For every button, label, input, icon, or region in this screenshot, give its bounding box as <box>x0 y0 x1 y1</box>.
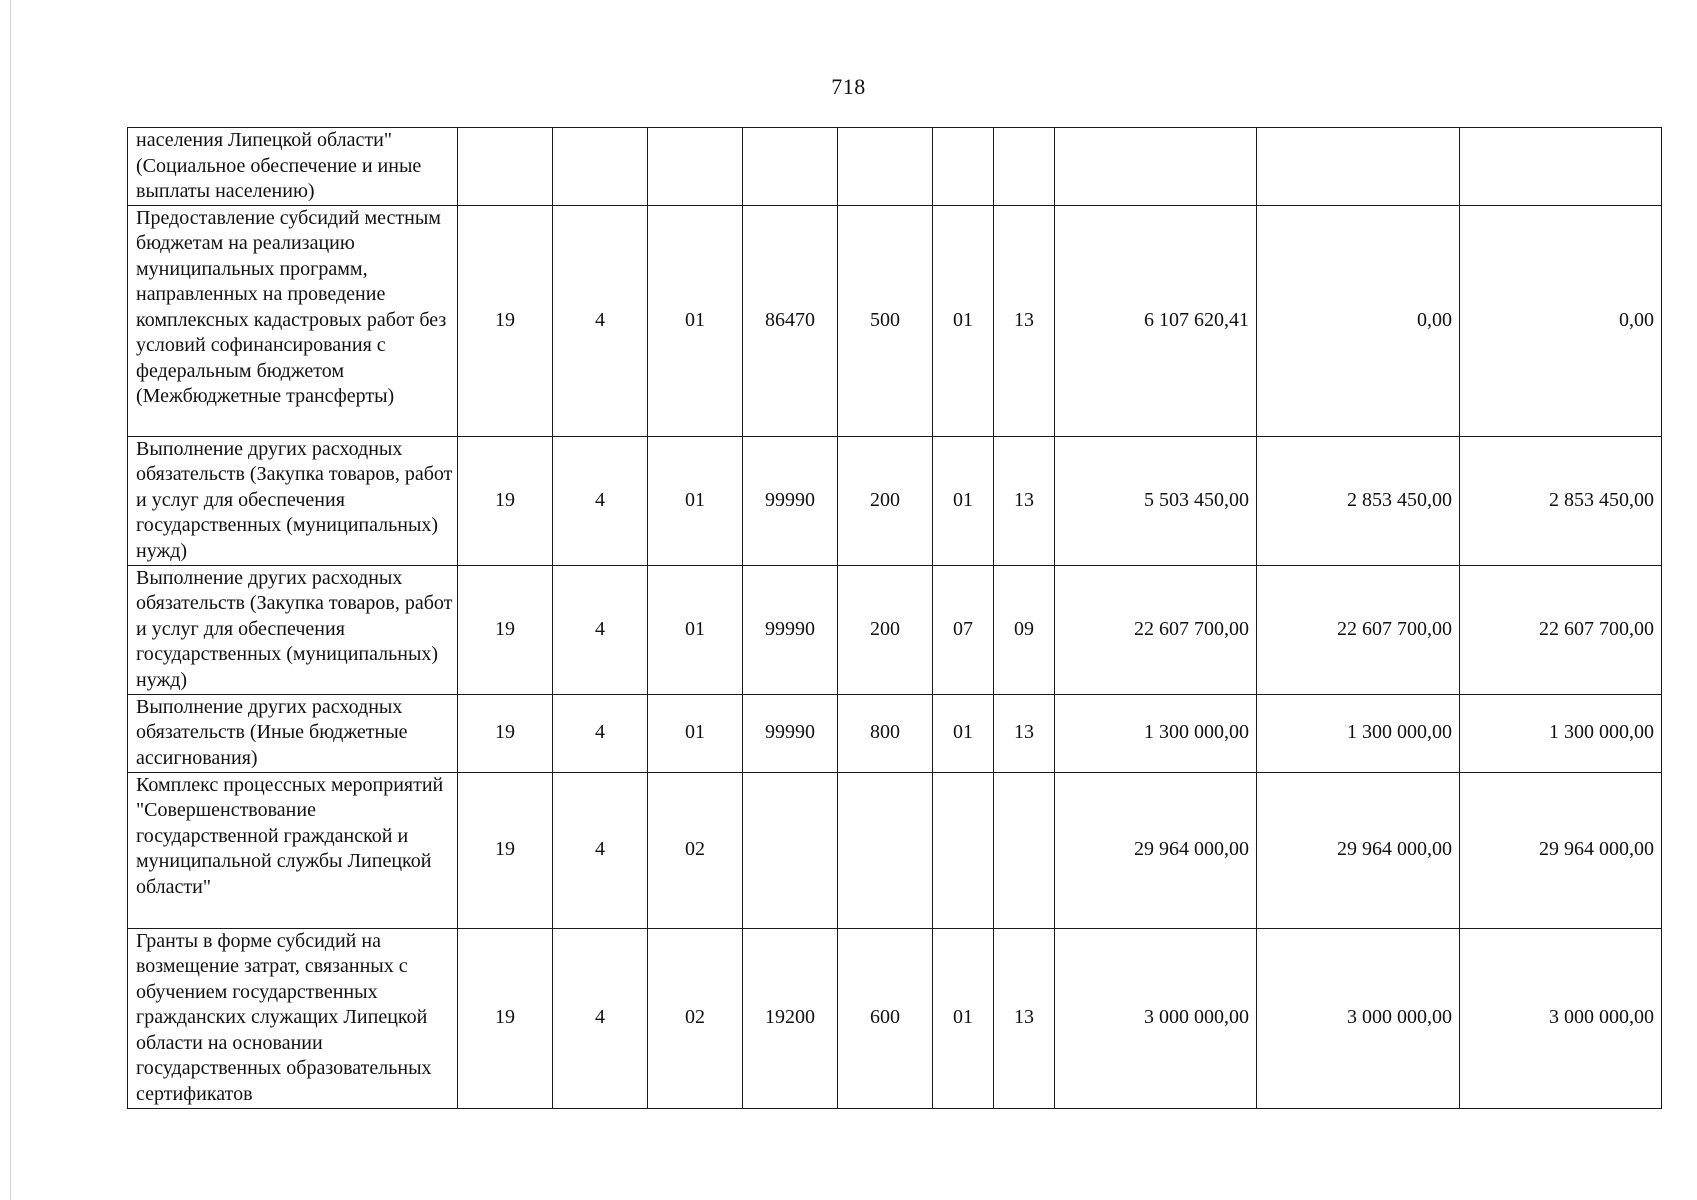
row-description: Выполнение других расходных обязательств (Иные бюджетные ассигнования) <box>128 694 458 772</box>
code-cell: 4 <box>553 694 648 772</box>
code-cell <box>458 128 553 206</box>
code-cell <box>933 772 994 928</box>
amount-cell <box>1460 128 1662 206</box>
code-cell <box>994 128 1055 206</box>
code-cell <box>838 128 933 206</box>
scan-edge-line <box>10 0 11 1200</box>
table-row <box>128 436 1662 565</box>
amount-cell: 29 964 000,00 <box>1257 772 1460 928</box>
code-cell: 200 <box>838 436 933 565</box>
code-cell: 01 <box>933 205 994 436</box>
row-description: Выполнение других расходных обязательств (Закупка товаров, работ и услуг для обеспечения государственных (муниципальных) нужд) <box>128 436 458 565</box>
amount-cell: 22 607 700,00 <box>1257 565 1460 694</box>
code-cell: 19 <box>458 694 553 772</box>
budget-table <box>127 127 1662 1109</box>
code-cell: 13 <box>994 694 1055 772</box>
amount-cell: 22 607 700,00 <box>1055 565 1257 694</box>
code-cell: 01 <box>648 694 743 772</box>
code-cell: 02 <box>648 772 743 928</box>
row-description: Комплекс процессных мероприятий "Совершенствование государственной гражданской и муниципальной службы Липецкой области" <box>128 772 458 928</box>
code-cell: 09 <box>994 565 1055 694</box>
code-cell: 99990 <box>743 694 838 772</box>
code-cell <box>553 128 648 206</box>
code-cell <box>994 772 1055 928</box>
amount-cell: 1 300 000,00 <box>1055 694 1257 772</box>
row-description: Предоставление субсидий местным бюджетам на реализацию муниципальных программ, направленных на проведение комплексных кадастровых работ без условий софинансирования с федеральным бюджетом (Межбюджетные трансферты) <box>128 205 458 436</box>
table-row <box>128 772 1662 928</box>
code-cell: 500 <box>838 205 933 436</box>
table-row <box>128 205 1662 436</box>
code-cell <box>743 772 838 928</box>
code-cell: 800 <box>838 694 933 772</box>
amount-cell: 6 107 620,41 <box>1055 205 1257 436</box>
code-cell: 4 <box>553 436 648 565</box>
amount-cell: 22 607 700,00 <box>1460 565 1662 694</box>
code-cell: 01 <box>648 436 743 565</box>
code-cell: 4 <box>553 772 648 928</box>
table-row <box>128 694 1662 772</box>
amount-cell <box>1055 128 1257 206</box>
amount-cell: 3 000 000,00 <box>1055 928 1257 1108</box>
code-cell <box>838 772 933 928</box>
code-cell <box>648 128 743 206</box>
code-cell <box>743 128 838 206</box>
amount-cell: 2 853 450,00 <box>1257 436 1460 565</box>
amount-cell <box>1257 128 1460 206</box>
code-cell: 13 <box>994 436 1055 565</box>
code-cell: 13 <box>994 205 1055 436</box>
code-cell: 01 <box>933 928 994 1108</box>
amount-cell: 1 300 000,00 <box>1257 694 1460 772</box>
code-cell: 01 <box>648 205 743 436</box>
code-cell <box>933 128 994 206</box>
amount-cell: 29 964 000,00 <box>1460 772 1662 928</box>
code-cell: 99990 <box>743 565 838 694</box>
code-cell: 19 <box>458 565 553 694</box>
code-cell: 01 <box>933 694 994 772</box>
page-number: 718 <box>831 74 866 99</box>
row-description: Гранты в форме субсидий на возмещение затрат, связанных с обучением государственных гражданских служащих Липецкой области на основании государственных образовательных сертификатов <box>128 928 458 1108</box>
code-cell: 07 <box>933 565 994 694</box>
code-cell: 4 <box>553 565 648 694</box>
code-cell: 99990 <box>743 436 838 565</box>
amount-cell: 5 503 450,00 <box>1055 436 1257 565</box>
code-cell: 01 <box>933 436 994 565</box>
table-row <box>128 928 1662 1108</box>
code-cell: 19 <box>458 772 553 928</box>
amount-cell: 0,00 <box>1460 205 1662 436</box>
amount-cell: 29 964 000,00 <box>1055 772 1257 928</box>
code-cell: 86470 <box>743 205 838 436</box>
code-cell: 200 <box>838 565 933 694</box>
code-cell: 02 <box>648 928 743 1108</box>
amount-cell: 0,00 <box>1257 205 1460 436</box>
amount-cell: 3 000 000,00 <box>1460 928 1662 1108</box>
table-row <box>128 565 1662 694</box>
code-cell: 600 <box>838 928 933 1108</box>
code-cell: 01 <box>648 565 743 694</box>
row-description: населения Липецкой области" (Социальное обеспечение и иные выплаты населению) <box>128 128 458 206</box>
code-cell: 19 <box>458 436 553 565</box>
amount-cell: 1 300 000,00 <box>1460 694 1662 772</box>
amount-cell: 2 853 450,00 <box>1460 436 1662 565</box>
row-description: Выполнение других расходных обязательств (Закупка товаров, работ и услуг для обеспечения государственных (муниципальных) нужд) <box>128 565 458 694</box>
code-cell: 13 <box>994 928 1055 1108</box>
table-row <box>128 128 1662 206</box>
code-cell: 19200 <box>743 928 838 1108</box>
code-cell: 4 <box>553 205 648 436</box>
amount-cell: 3 000 000,00 <box>1257 928 1460 1108</box>
code-cell: 19 <box>458 205 553 436</box>
code-cell: 4 <box>553 928 648 1108</box>
code-cell: 19 <box>458 928 553 1108</box>
